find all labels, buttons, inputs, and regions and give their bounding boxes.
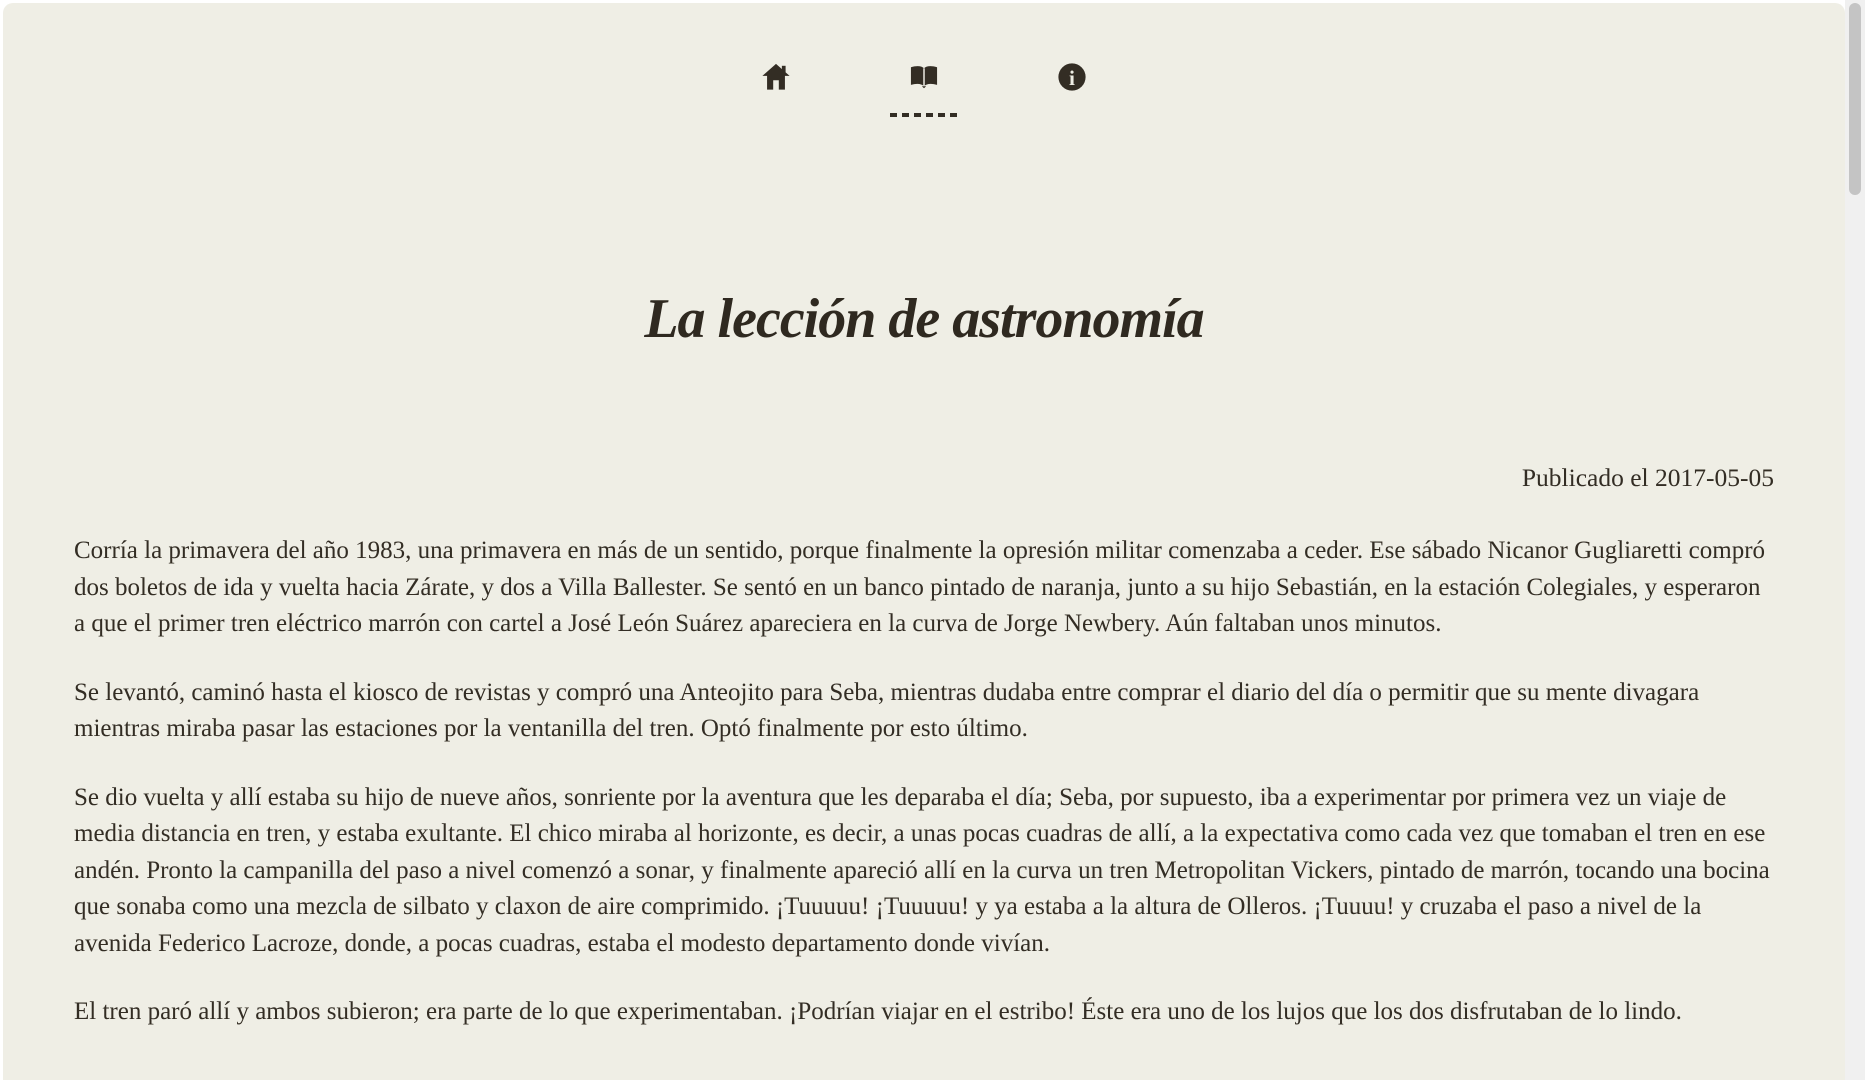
paragraph-4: El tren paró allí y ambos subieron; era parte de lo que experimentaban. ¡Podrían viajar en el estribo! Éste era uno de los lujos que los dos disfrutaban de lo lindo.: [74, 998, 1682, 1025]
top-nav: [3, 3, 1845, 119]
svg-text:i: i: [1069, 66, 1075, 90]
home-icon: [759, 61, 793, 93]
publish-date: Publicado el 2017-05-05: [1521, 463, 1774, 492]
active-page-indicator: [890, 113, 958, 117]
content-card: [3, 3, 1845, 1080]
nav-home[interactable]: [741, 61, 811, 119]
scrollbar-thumb[interactable]: [1849, 3, 1861, 195]
paragraph-1: Corría la primavera del año 1983, una primavera en más de un sentido, porque finalmente la opresión militar comenzaba a ceder. Ese sábado Nicanor Gugliaretti compró dos boletos de ida y vuelta hacia Zárate, y dos a Villa Ballester. Se sentó en un banco pintado de naranja, junto a su hijo Sebastián, en la estación Colegiales, y esperaron a que el primer tren eléctrico marrón con cartel a José León Suárez apareciera en la curva de Jorge Newbery. Aún faltaban unos minutos.: [74, 537, 1766, 637]
nav-info[interactable]: [1037, 61, 1107, 119]
paragraph-3: Se dio vuelta y allí estaba su hijo de nueve años, sonriente por la aventura que les deparaba el día; Seba, por supuesto, iba a experimentar por primera vez un viaje de media distancia en tren, y estaba exultante. El chico miraba al horizonte, es decir, a unas pocas cuadras de allí, a la expectativa como cada vez que tomaban el tren en ese andén. Pronto la campanilla del paso a nivel comenzó a sonar, y finalmente apareció allí en la curva un tren Metropolitan Vickers, pintado de marrón, tocando una bocina que sonaba como una mezcla de silbato y claxon de aire comprimido. ¡Tuuuuu! ¡Tuuuuu! y ya estaba a la altura de Olleros. ¡Tuuuu! y cruzaba el paso a nivel de la avenida Federico Lacroze, donde, a pocas cuadras, estaba el modesto departamento donde vivían.: [74, 783, 1770, 957]
open-book-icon: [907, 61, 941, 93]
scrollbar[interactable]: [1845, 0, 1865, 1080]
info-circle-icon: [1055, 61, 1089, 93]
article: [74, 287, 1774, 1031]
post-title: La lección de astronomía: [644, 288, 1204, 350]
paragraph-2: Se levantó, caminó hasta el kiosco de revistas y compró una Anteojito para Seba, mientras dudaba entre comprar el diario del día o permitir que su mente divagara mientras miraba pasar las estaciones por la ventanilla del tren. Optó finalmente por esto último.: [74, 678, 1700, 742]
nav-posts-active[interactable]: [889, 61, 959, 119]
